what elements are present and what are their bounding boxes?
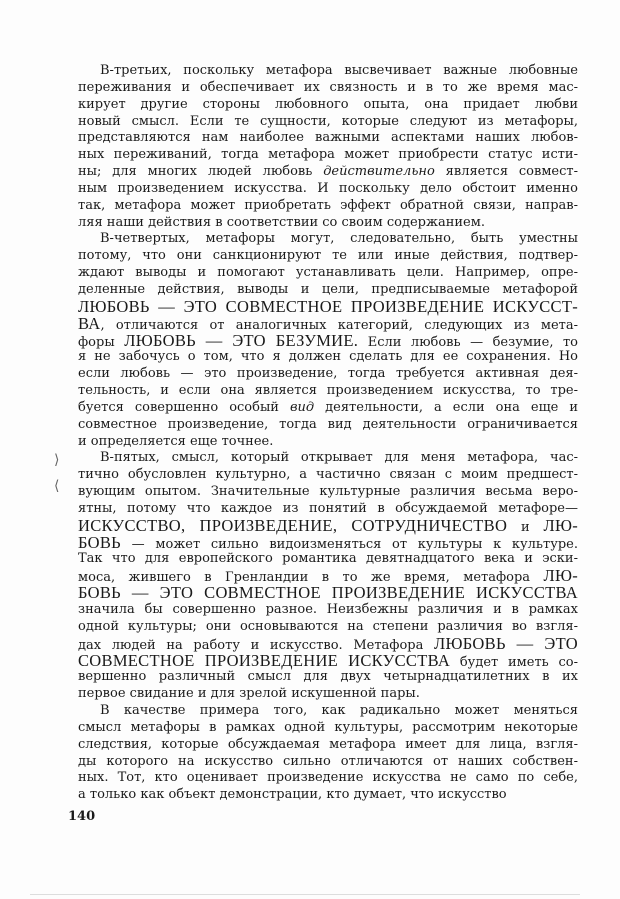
emphasis-text: вид bbox=[289, 399, 315, 415]
text-line: В-четвертых, метафоры могут, следовательно, быть уместны bbox=[100, 231, 578, 247]
text-span: и bbox=[507, 519, 544, 535]
metaphor-caps-text: ЛЮ- bbox=[543, 515, 578, 535]
text-span: моса, жившего в Гренландии в то же время, метафора bbox=[78, 570, 544, 586]
text-line: ных переживаний, тогда метафора может приобрести статус исти- bbox=[78, 147, 578, 163]
text-line: потому, что они санкционируют те или иные действия, подтвер- bbox=[78, 248, 578, 264]
text-span: дах людей на работу и искусство. Метафора bbox=[78, 637, 435, 653]
text-line: В-третьих, поскольку метафора высвечивает важные любовные bbox=[100, 63, 578, 78]
text-line: и определяется еще точнее. bbox=[78, 433, 274, 449]
metaphor-caps-text: ВА bbox=[78, 313, 101, 333]
text-span: — может сильно видоизменяться от культуры к культуре. bbox=[120, 536, 578, 552]
text-line: я не забочусь о том, что я должен сделать для ее сохранения. Но bbox=[78, 349, 578, 365]
text-line bbox=[78, 400, 578, 417]
text-span: Если любовь — безумие, то bbox=[358, 334, 578, 350]
text-line: деленные действия, выводы и цели, предписываемые метафорой bbox=[78, 281, 578, 297]
text-line: переживания и обеспечивает их связность и в то же время мас- bbox=[78, 79, 578, 95]
margin-pencil-mark: ⟨ bbox=[54, 478, 60, 494]
text-line: В-пятых, смысл, который открывает для меня метафора, час- bbox=[100, 450, 578, 466]
text-line: Так что для европейского романтика девятнадцатого века и эски- bbox=[78, 551, 578, 567]
text-line: ным произведением искусства. И поскольку дело обстоит именно bbox=[78, 180, 578, 196]
text-span: будет иметь со- bbox=[450, 654, 578, 670]
text-line: тельность, и если она является произведением искусства, то тре- bbox=[78, 383, 578, 399]
text-line: ляя наши действия в соответствии со своим содержанием. bbox=[78, 214, 485, 230]
text-line: если любовь — это произведение, тогда требуется активная дея- bbox=[78, 366, 578, 382]
margin-pencil-mark: ⟩ bbox=[54, 452, 60, 468]
text-span: форы bbox=[78, 334, 125, 350]
metaphor-caps-text: БОВЬ — ЭТО СОВМЕСТНОЕ ПРОИЗВЕДЕНИЕ ИСКУССТВА bbox=[78, 583, 578, 603]
text-line: представляются нам наиболее важными аспектами наших любов- bbox=[78, 130, 578, 146]
text-line bbox=[78, 296, 578, 316]
emphasis-text: действительно bbox=[323, 164, 435, 180]
text-span: ны; для многих людей любовь bbox=[78, 164, 324, 180]
metaphor-caps-text: СОВМЕСТНОЕ ПРОИЗВЕДЕНИЕ ИСКУССТВА bbox=[78, 650, 451, 670]
text-line: совместное произведение, тогда вид деятельности ограничивается bbox=[78, 416, 578, 432]
text-line: ятны, потому что каждое из понятий в обсуждаемой метафоре— bbox=[78, 500, 578, 516]
text-line: одной культуры; они основываются на степени различия во взгля- bbox=[78, 618, 578, 634]
scan-edge-line bbox=[30, 894, 580, 895]
text-line: смысл метафоры в рамках одной культуры, рассмотрим некоторые bbox=[78, 719, 578, 735]
text-line: новый смысл. Если те сущности, которые следуют из метафоры, bbox=[78, 113, 578, 129]
page-number: 140 bbox=[68, 809, 96, 824]
text-line: первое свидание и для зрелой искушенной пары. bbox=[78, 686, 420, 702]
text-span: деятельности, а если она еще и bbox=[314, 399, 579, 415]
text-line: тично обусловлен культурно, а частично связан с моим предшест- bbox=[78, 467, 578, 483]
text-line: следствия, которые обсуждаемая метафора имеет для лица, взгля- bbox=[78, 736, 578, 752]
text-span: буется совершенно особый bbox=[78, 399, 290, 415]
text-line: ды которого на искусство сильно отличаются от наших собствен- bbox=[78, 753, 578, 769]
text-line: В качестве примера того, как радикально может меняться bbox=[100, 703, 578, 719]
text-line bbox=[78, 650, 578, 670]
text-line: вующим опытом. Значительные культурные различия весьма веро- bbox=[78, 484, 578, 500]
text-span: является совмест- bbox=[434, 164, 578, 180]
metaphor-caps-text: ЛЮБОВЬ — ЭТО БЕЗУМИЕ. bbox=[124, 330, 359, 350]
text-line: вершенно различный смысл для двух четырнадцатилетних в их bbox=[78, 669, 578, 685]
text-line bbox=[78, 532, 578, 552]
metaphor-caps-text: ЛЮБОВЬ — ЭТО bbox=[434, 633, 578, 653]
text-line bbox=[78, 585, 578, 602]
text-line: ных. Тот, кто оценивает произведение искусства не само по себе, bbox=[78, 770, 578, 786]
text-span: , отличаются от аналогичных категорий, следующих из мета- bbox=[100, 317, 578, 333]
metaphor-caps-text: ЛЮБОВЬ — ЭТО СОВМЕСТНОЕ ПРОИЗВЕДЕНИЕ ИСКУССТ- bbox=[78, 296, 578, 316]
text-line bbox=[78, 164, 578, 181]
text-line bbox=[78, 515, 578, 535]
metaphor-caps-text: ИСКУССТВО, ПРОИЗВЕДЕНИЕ, СОТРУДНИЧЕСТВО bbox=[78, 515, 508, 535]
metaphor-caps-text: БОВЬ bbox=[78, 532, 121, 552]
text-line bbox=[78, 330, 578, 350]
text-line: так, метафора может приобретать эффект обратной связи, направ- bbox=[78, 197, 578, 213]
text-line: а только как объект демонстрации, кто думает, что искусство bbox=[78, 787, 507, 803]
page-body bbox=[78, 63, 578, 804]
text-line: значила бы совершенно разное. Неизбежны различия и в рамках bbox=[78, 602, 578, 617]
text-line: ждают выводы и помогают устанавливать цели. Например, опре- bbox=[78, 265, 578, 281]
metaphor-caps-text: ЛЮ- bbox=[543, 566, 578, 586]
text-line: кирует другие стороны любовного опыта, она придает любви bbox=[78, 96, 578, 112]
